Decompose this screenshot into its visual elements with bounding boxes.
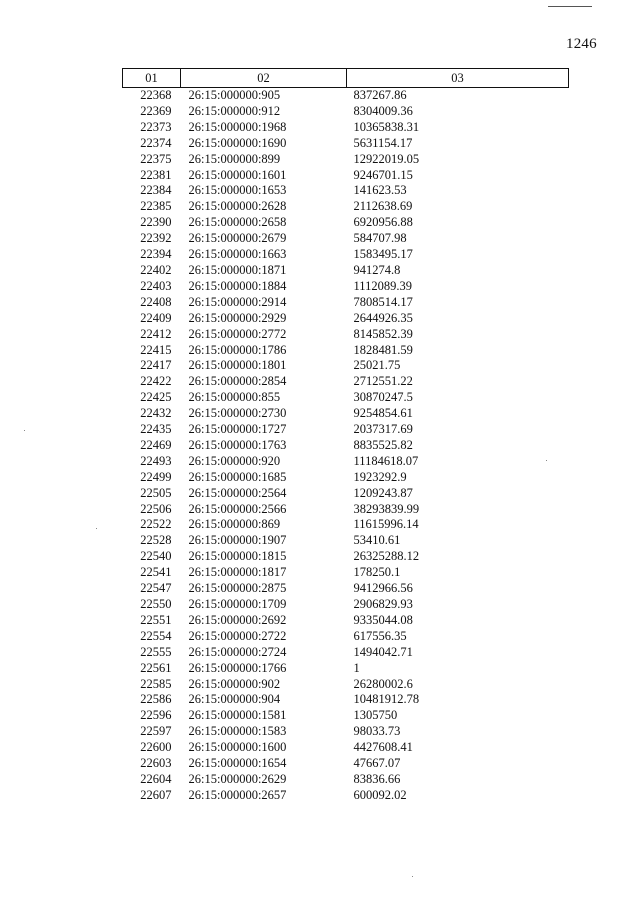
cell-cadastral-number: 26:15:000000:2914 [188, 294, 287, 309]
table-row [123, 247, 569, 263]
header-row [123, 69, 569, 88]
table-row [123, 692, 569, 708]
table-row [123, 581, 569, 597]
table-row [123, 199, 569, 215]
cell-cadastral-number: 26:15:000000:2629 [188, 771, 287, 786]
cell-value: 26325288.12 [353, 549, 420, 564]
cell-cadastral-number: 26:15:000000:1907 [188, 533, 287, 548]
cell-id: 22600 [140, 740, 172, 755]
table-row [123, 406, 569, 422]
cell-id: 22392 [140, 231, 172, 246]
cell-cadastral-number: 26:15:000000:1763 [188, 437, 287, 452]
cell-id: 22505 [140, 485, 172, 500]
cell-value: 5631154.17 [353, 135, 413, 150]
cell-cadastral-number: 26:15:000000:904 [188, 692, 281, 707]
cell-value: 1494042.71 [353, 644, 413, 659]
cell-cadastral-number: 26:15:000000:912 [188, 103, 281, 118]
cell-cadastral-number: 26:15:000000:1801 [188, 358, 287, 373]
cell-id: 22390 [140, 215, 172, 230]
table-row [123, 358, 569, 374]
cell-cadastral-number: 26:15:000000:2875 [188, 581, 287, 596]
table-row [123, 327, 569, 343]
table-row [123, 645, 569, 661]
cell-value: 2906829.93 [353, 597, 413, 611]
cell-cadastral-number: 26:15:000000:1583 [188, 724, 287, 739]
cell-cadastral-number: 26:15:000000:1968 [188, 119, 287, 134]
table-row [123, 438, 569, 454]
cell-value: 8304009.36 [353, 103, 413, 118]
cell-value: 8835525.82 [353, 437, 413, 452]
cell-value: 11184618.07 [353, 453, 419, 468]
cell-id: 22555 [140, 644, 172, 659]
cell-value: 9335044.08 [353, 612, 413, 627]
cell-cadastral-number: 26:15:000000:1884 [188, 278, 287, 293]
cell-id: 22551 [140, 612, 172, 627]
cell-id: 22522 [140, 517, 172, 532]
cell-id: 22368 [140, 88, 172, 102]
cell-id: 22374 [140, 135, 172, 150]
cell-cadastral-number: 26:15:000000:905 [188, 88, 281, 102]
cell-cadastral-number: 26:15:000000:2730 [188, 406, 287, 421]
cell-value: 178250.1 [353, 565, 401, 580]
table-row [123, 279, 569, 295]
table-header [123, 69, 569, 88]
cell-id: 22402 [140, 262, 172, 277]
table-row [123, 120, 569, 136]
cell-cadastral-number: 26:15:000000:920 [188, 453, 281, 468]
cell-id: 22604 [140, 771, 172, 786]
table-row [123, 183, 569, 199]
cell-id: 22415 [140, 342, 172, 357]
cell-cadastral-number: 26:15:000000:1709 [188, 597, 287, 611]
top-edge-rule [548, 6, 592, 7]
cell-value: 7808514.17 [353, 294, 413, 309]
table-row [123, 549, 569, 565]
table-row [123, 565, 569, 581]
table-row [123, 629, 569, 645]
cell-id: 22408 [140, 294, 172, 309]
table-row [123, 613, 569, 629]
cell-value: 12922019.05 [353, 151, 420, 166]
cell-value: 1112089.39 [353, 278, 412, 293]
cell-id: 22607 [140, 787, 172, 802]
cell-value: 617556.35 [353, 628, 407, 643]
cell-value: 98033.73 [353, 724, 401, 739]
cell-value: 941274.8 [353, 262, 401, 277]
cell-cadastral-number: 26:15:000000:855 [188, 390, 281, 405]
cell-cadastral-number: 26:15:000000:1817 [188, 565, 287, 580]
cell-id: 22394 [140, 247, 172, 262]
cell-cadastral-number: 26:15:000000:1766 [188, 660, 287, 675]
cell-value: 1 [353, 660, 360, 675]
cell-id: 22381 [140, 167, 172, 182]
table-row [123, 533, 569, 549]
cell-value: 2644926.35 [353, 310, 413, 325]
cell-id: 22561 [140, 660, 172, 675]
cell-value: 1828481.59 [353, 342, 413, 357]
cell-value: 9254854.61 [353, 406, 413, 421]
cell-id: 22603 [140, 756, 172, 771]
cell-value: 2112638.69 [353, 199, 413, 214]
cell-id: 22550 [140, 597, 172, 611]
cell-id: 22417 [140, 358, 172, 373]
cell-value: 141623.53 [353, 183, 407, 198]
cell-cadastral-number: 26:15:000000:2772 [188, 326, 287, 341]
cell-value: 83836.66 [353, 771, 401, 786]
cell-value: 837267.86 [353, 88, 407, 102]
table-row [123, 772, 569, 788]
cell-value: 1583495.17 [353, 247, 413, 262]
cell-value: 6920956.88 [353, 215, 413, 230]
cell-cadastral-number: 26:15:000000:1581 [188, 708, 287, 723]
table-row [123, 788, 569, 804]
table-row [123, 136, 569, 152]
cell-cadastral-number: 26:15:000000:1786 [188, 342, 287, 357]
cell-id: 22425 [140, 390, 172, 405]
table-row [123, 215, 569, 231]
cell-cadastral-number: 26:15:000000:2657 [188, 787, 287, 802]
table-row [123, 263, 569, 279]
cell-cadastral-number: 26:15:000000:2724 [188, 644, 287, 659]
cell-value: 584707.98 [353, 231, 407, 246]
cell-cadastral-number: 26:15:000000:1600 [188, 740, 287, 755]
cell-id: 22586 [140, 692, 172, 707]
cell-id: 22412 [140, 326, 172, 341]
cell-value: 2712551.22 [353, 374, 413, 389]
cell-value: 4427608.41 [353, 740, 413, 755]
cell-cadastral-number: 26:15:000000:2854 [188, 374, 287, 389]
table-row [123, 390, 569, 406]
table-row [123, 677, 569, 693]
cell-id: 22540 [140, 549, 172, 564]
cell-cadastral-number: 26:15:000000:899 [188, 151, 281, 166]
scan-speck [412, 876, 413, 877]
cell-cadastral-number: 26:15:000000:1654 [188, 756, 287, 771]
table-row [123, 740, 569, 756]
cell-value: 26280002.6 [353, 676, 413, 691]
cell-cadastral-number: 26:15:000000:1685 [188, 469, 287, 484]
cell-id: 22597 [140, 724, 172, 739]
cell-id: 22469 [140, 437, 172, 452]
cell-value: 10481912.78 [353, 692, 420, 707]
cell-value: 38293839.99 [353, 501, 420, 516]
cell-value: 9246701.15 [353, 167, 413, 182]
page-number: 1246 [566, 36, 597, 52]
cell-id: 22369 [140, 103, 172, 118]
cell-value: 1209243.87 [353, 485, 413, 500]
cell-value: 2037317.69 [353, 422, 413, 437]
cell-id: 22422 [140, 374, 172, 389]
cell-value: 10365838.31 [353, 119, 420, 134]
cell-id: 22409 [140, 310, 172, 325]
table-row [123, 422, 569, 438]
table-row [123, 724, 569, 740]
cell-value: 1923292.9 [353, 469, 407, 484]
data-table [122, 68, 569, 804]
cell-id: 22499 [140, 469, 172, 484]
cell-cadastral-number: 26:15:000000:1871 [188, 262, 287, 277]
cell-id: 22435 [140, 422, 172, 437]
table-row [123, 343, 569, 359]
cell-id: 22596 [140, 708, 172, 723]
cell-cadastral-number: 26:15:000000:2692 [188, 612, 287, 627]
table-row [123, 374, 569, 390]
scan-speck [24, 430, 25, 431]
cell-cadastral-number: 26:15:000000:2628 [188, 199, 287, 214]
table-row [123, 454, 569, 470]
table-row [123, 517, 569, 533]
cell-id: 22506 [140, 501, 172, 516]
cell-id: 22541 [140, 565, 172, 580]
cell-id: 22585 [140, 676, 172, 691]
cell-value: 8145852.39 [353, 326, 413, 341]
cell-value: 1305750 [353, 708, 398, 723]
cell-id: 22373 [140, 119, 172, 134]
table-row [123, 470, 569, 486]
cell-cadastral-number: 26:15:000000:1601 [188, 167, 287, 182]
column-header-03: 03 [347, 69, 569, 88]
cell-value: 9412966.56 [353, 581, 413, 596]
cell-value: 600092.02 [353, 787, 407, 802]
table-row [123, 152, 569, 168]
cell-value: 11615996.14 [353, 517, 419, 532]
scan-speck [96, 528, 97, 529]
cell-cadastral-number: 26:15:000000:1815 [188, 549, 287, 564]
table-body [123, 88, 569, 804]
cell-value: 53410.61 [353, 533, 401, 548]
cell-cadastral-number: 26:15:000000:1690 [188, 135, 287, 150]
table-row [123, 231, 569, 247]
cell-id: 22493 [140, 453, 172, 468]
table-row [123, 104, 569, 120]
column-header-01: 01 [123, 69, 181, 88]
cell-cadastral-number: 26:15:000000:1727 [188, 422, 287, 437]
cell-value: 30870247.5 [353, 390, 413, 405]
table-row [123, 597, 569, 613]
cell-cadastral-number: 26:15:000000:1663 [188, 247, 287, 262]
cell-cadastral-number: 26:15:000000:2679 [188, 231, 287, 246]
table-row [123, 502, 569, 518]
cell-id: 22375 [140, 151, 172, 166]
column-header-02: 02 [181, 69, 347, 88]
table-row [123, 295, 569, 311]
cell-id: 22385 [140, 199, 172, 214]
table-row [123, 661, 569, 677]
cell-value: 25021.75 [353, 358, 401, 373]
cell-cadastral-number: 26:15:000000:1653 [188, 183, 287, 198]
table-row [123, 168, 569, 184]
cell-id: 22403 [140, 278, 172, 293]
cell-cadastral-number: 26:15:000000:2564 [188, 485, 287, 500]
cell-cadastral-number: 26:15:000000:2929 [188, 310, 287, 325]
cell-id: 22432 [140, 406, 172, 421]
table-row [123, 88, 569, 104]
cell-id: 22554 [140, 628, 172, 643]
cell-cadastral-number: 26:15:000000:2658 [188, 215, 287, 230]
cell-id: 22528 [140, 533, 172, 548]
cell-cadastral-number: 26:15:000000:2722 [188, 628, 287, 643]
cell-value: 47667.07 [353, 756, 401, 771]
table-row [123, 486, 569, 502]
scan-speck [546, 460, 547, 461]
cell-cadastral-number: 26:15:000000:2566 [188, 501, 287, 516]
cell-cadastral-number: 26:15:000000:869 [188, 517, 281, 532]
table-row [123, 756, 569, 772]
table-row [123, 708, 569, 724]
cell-id: 22384 [140, 183, 172, 198]
table-row [123, 311, 569, 327]
cell-id: 22547 [140, 581, 172, 596]
cell-cadastral-number: 26:15:000000:902 [188, 676, 281, 691]
